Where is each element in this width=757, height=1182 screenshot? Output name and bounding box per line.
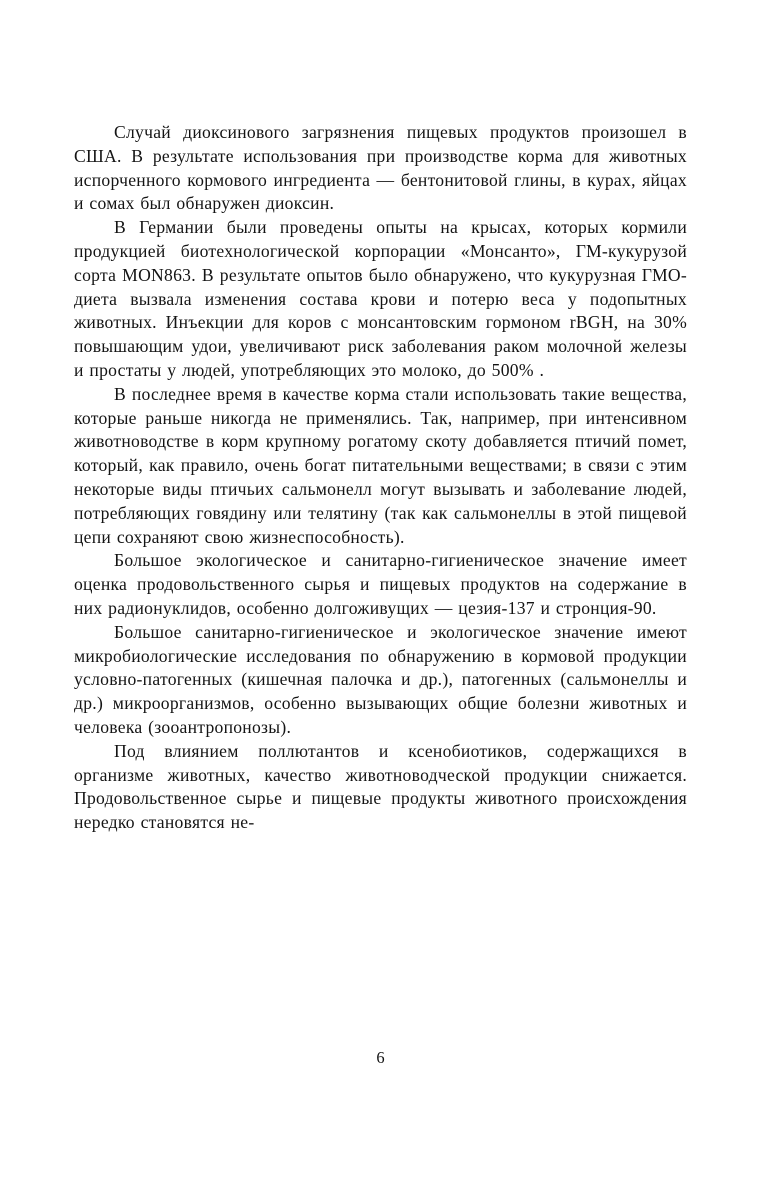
paragraph-radionuclides: Большое экологическое и санитарно-гигиеническое значение имеет оценка продовольственного сырья и пищевых продуктов на содержание в них радионуклидов, особенно долгоживущих — цезия-137 и стронция-90. xyxy=(74,550,687,618)
paragraph-pollutants: Под влиянием поллютантов и ксенобиотиков, содержащихся в организме животных, качество животноводческой продукции снижается. Продовольственное сырье и пищевые продукты животного происхождения нередко становятся не- xyxy=(74,740,687,833)
paragraph-feed-substances: В последнее время в качестве корма стали использовать такие вещества, которые раньше никогда не применялись. Так, например, при интенсивном животноводстве в корм крупному рогатому скоту добавляется птичий помет, который, как правило, очень богат питательными веществами; в связи с этим некоторые виды птичьих сальмонелл могут вызывать и заболевание людей, потребляющих говядину или телятину (так как сальмонеллы в этой пищевой цепи сохраняют свою жизнеспособность). xyxy=(74,383,687,547)
page-number: 6 xyxy=(376,1048,385,1067)
paragraph-microbiology: Большое санитарно-гигиеническое и экологическое значение имеют микробиологические исследования по обнаружению в кормовой продукции условно-патогенных (кишечная палочка и др.), патогенных (сальмонеллы и др.) микроорганизмов, особенно вызывающих общие болезни животных и человека (зооантропонозы). xyxy=(74,621,687,737)
paragraph-dioxin-usa: Случай диоксинового загрязнения пищевых продуктов произошел в США. В результате использования при производстве корма для животных испорченного кормового ингредиента — бентонитовой глины, в курах, яйцах и сомах был обнаружен диоксин. xyxy=(74,122,687,214)
paragraph-germany-monsanto: В Германии были проведены опыты на крысах, которых кормили продукцией биотехнологической корпорации «Монсанто», ГМ-кукурузой сорта MON863. В результате опытов было обнаружено, что кукурузная ГМО-диета вызвала изменения состава крови и потерю веса у подопытных животных. Инъекции для коров с монсантовским гормоном rBGH, на 30% повышающим удои, увеличивают риск заболевания раком молочной железы и простаты у людей, употребляющих это молоко, до 500% . xyxy=(74,217,687,380)
page-text-block xyxy=(74,121,687,835)
